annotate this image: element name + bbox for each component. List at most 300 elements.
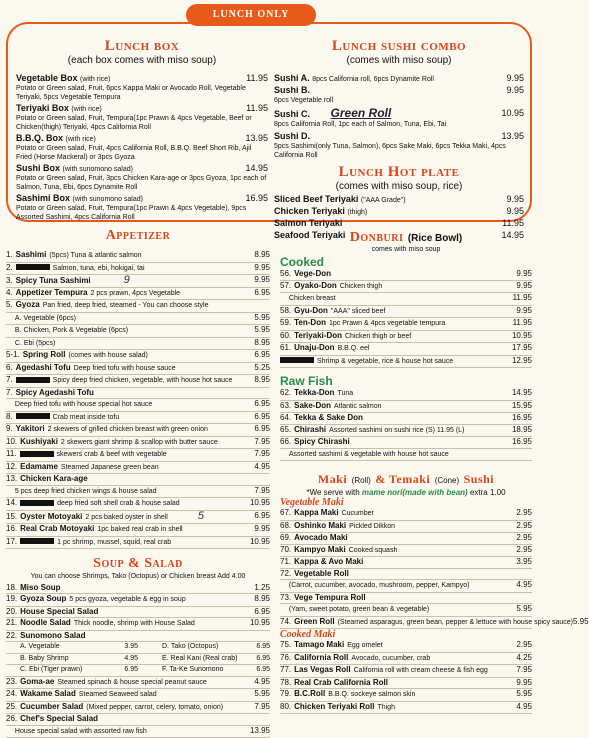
item-price: 10.95 (501, 108, 524, 121)
item-description: California roll with cream cheese & fish egg (354, 667, 488, 674)
item-description: Salmon, tuna, ebi, hokigai, tai (53, 265, 145, 272)
item-price: 8.95 (254, 338, 270, 350)
row-left (6, 250, 142, 262)
item-number: 11. (6, 449, 17, 458)
item-price: 6.95 (254, 399, 270, 411)
item-name: Sushi D. (274, 131, 310, 141)
item-number: 14. (6, 498, 17, 507)
row-left (6, 607, 101, 618)
item-name: California Roll (294, 653, 348, 662)
appetizer-item (6, 511, 270, 525)
item-name: Gyoza (16, 300, 40, 309)
item-price: 11.95 (246, 73, 268, 85)
item-description: Potato or Green salad, Fruit, Tempura(1pc Prawn & 4pcs Vegetable), 9pcs Assorted Sashimi, 4pcs California Roll (16, 205, 268, 222)
item-price: 2.95 (516, 533, 532, 544)
item-price: 7.95 (516, 665, 532, 677)
donburi-item (280, 269, 532, 281)
item-price: 12.95 (512, 356, 532, 368)
appetizer-item (6, 462, 270, 475)
item-number: 21. (6, 618, 17, 627)
item-description: B.B.Q. sockeye salmon skin (328, 691, 415, 698)
item-description: Avocado, cucumber, crab (351, 655, 430, 662)
item-name: Vege-Don (294, 269, 331, 278)
appetizer-item (6, 537, 270, 550)
item-price: 5.25 (254, 363, 270, 375)
soup-salad-item (6, 618, 270, 631)
item-name: Sushi B. (274, 85, 310, 95)
sunomono-price: 6.95 (256, 642, 270, 653)
vegetable-maki-item (280, 533, 532, 545)
item-number: 59. (280, 318, 291, 327)
item-number: 7. (6, 375, 13, 384)
vegetable-maki-item (280, 569, 532, 581)
maki-header (280, 470, 532, 488)
row-left (6, 714, 101, 725)
row-left (280, 678, 391, 689)
item-name: Kampyo Maki (294, 545, 346, 554)
item-name: Real Crab California Roll (294, 678, 388, 687)
item-note: 8pcs California roll, 6pcs Dynamite Roll (312, 76, 434, 83)
item-description: 2 skewers giant shrimp & scallop with butter sauce (61, 439, 218, 446)
item-name: Miso Soup (20, 583, 60, 592)
row-left (6, 677, 207, 689)
item-description: 1 pc shrimp, mussel, squid, real crab (57, 539, 171, 546)
sunomono-left (20, 642, 138, 653)
item-price: 3.95 (516, 557, 532, 568)
item-description: 1pc Prawn & 4pcs vegetable tempura (329, 320, 445, 327)
cooked-maki-item (280, 678, 532, 690)
donburi-raw-item (280, 425, 532, 438)
item-description: "AAA" sliced beef (331, 308, 385, 315)
item-price: 9.95 (254, 263, 270, 275)
item-name: Seafood Teriyaki (274, 230, 345, 240)
item-price: 15.95 (512, 401, 532, 413)
item-price: 9.95 (506, 206, 524, 218)
row-left (6, 338, 55, 350)
item-number: 23. (6, 677, 17, 686)
redacted-mark (16, 413, 50, 419)
row-left (280, 702, 395, 714)
item-description: 2 pcs prawn, 4pcs Vegetable (91, 290, 181, 297)
sunomono-price: 6.95 (124, 665, 138, 676)
item-name: Vegetable Box (16, 73, 78, 83)
item-price: 2.95 (516, 545, 532, 557)
item-price: 6.95 (254, 424, 270, 436)
item-name: Kappa & Avo Maki (294, 557, 363, 566)
item-name: Real Crab Motoyaki (20, 524, 94, 533)
item-number: 10. (6, 437, 17, 446)
sunomono-left (20, 665, 138, 676)
item-description: (Mixed pepper, carrot, celery, tomato, onion) (86, 704, 223, 711)
hot-plate-subtitle: (comes with miso soup, rice) (274, 181, 524, 192)
maki-title-c: & Temaki (375, 472, 430, 486)
item-name: Cucumber Salad (20, 702, 83, 711)
item-number: 62. (280, 388, 291, 397)
item-number: 69. (280, 533, 291, 542)
sunomono-list (6, 642, 270, 677)
item-description: deep fried soft shell crab & house salad (57, 500, 180, 507)
item-description: Steamed spinach & house special peanut sauce (57, 679, 206, 686)
soup-salad-note: You can choose Shrimps, Tako (Octopus) or Chicken breast Add 4.00 (6, 572, 270, 583)
item-price: 6.95 (254, 350, 270, 362)
item-number: 71. (280, 557, 291, 566)
item-description: Potato or Green salad, Fruit, 3pcs Chicken Kara-age or 3pcs Gyoza, 1pc each of Salmon, Tuna, Ebi, 6pcs Dynamite Roll (16, 175, 268, 192)
item-name: Gyu-Don (294, 306, 328, 315)
item-name: Sunomono Salad (20, 631, 85, 640)
item-price: 13.95 (250, 726, 270, 738)
item-name: Oshinko Maki (294, 521, 346, 530)
item-price: 18.95 (512, 425, 532, 437)
item-price: 8.95 (254, 594, 270, 606)
row-left (6, 511, 204, 524)
row-left (280, 557, 366, 568)
item-price: 16.95 (245, 193, 268, 205)
item-note: (with rice) (71, 106, 101, 113)
sushi-combo-item (274, 73, 524, 85)
item-description: 8pcs California Roll, 1pc each of Salmon, Tuna, Ebi, Tai (274, 121, 524, 130)
item-name-wrap (274, 73, 434, 85)
row-left (6, 583, 64, 594)
item-price: 13.95 (245, 133, 268, 145)
item-description: (5pcs) Tuna & atlantic salmon (49, 252, 141, 259)
cooked-maki-item (280, 665, 532, 678)
appetizer-item (6, 363, 270, 376)
row-left (280, 508, 374, 520)
item-price: 5.95 (573, 617, 589, 629)
item-number: 13. (6, 474, 17, 483)
redacted-mark (20, 500, 54, 506)
row-left (6, 462, 159, 474)
item-number: 18. (6, 583, 17, 592)
item-name-wrap (274, 131, 310, 143)
item-number: 76. (280, 653, 291, 662)
item-name: Tekka-Don (294, 388, 334, 397)
handwritten-price: 5 (198, 510, 204, 522)
item-number: 64. (280, 413, 291, 422)
item-note: (with sunomono salad) (73, 196, 143, 203)
sunomono-row (6, 654, 270, 666)
item-name: Sushi C. (274, 109, 310, 119)
item-number: 12. (6, 462, 17, 471)
item-name: Tamago Maki (294, 640, 344, 649)
row-left (6, 702, 223, 714)
maki-title-d: (Cone) (435, 476, 459, 485)
item-price: 4.95 (254, 462, 270, 474)
item-name: Chicken Teriyaki (274, 206, 345, 216)
item-number: 6. (6, 363, 13, 372)
appetizer-list (6, 250, 270, 549)
redacted-mark (16, 377, 50, 383)
item-price: 5.95 (254, 325, 270, 337)
hot-plate-title: Lunch Hot plate (274, 164, 524, 181)
item-description: skewers crab & beef with vegetable (57, 451, 167, 458)
item-name: Chicken Kara-age (20, 474, 88, 483)
item-number: 4. (6, 288, 13, 297)
item-note: (with rice) (66, 136, 96, 143)
appetizer-item (6, 350, 270, 363)
appetizer-item (6, 275, 270, 288)
cooked-maki-item (280, 689, 532, 702)
item-name: Edamame (20, 462, 58, 471)
soup-salad-item (6, 583, 270, 595)
item-number: 2. (6, 263, 13, 272)
salad-item (6, 726, 270, 738)
item-name: Yakitori (16, 424, 45, 433)
item-description: 5 pcs deep fried chicken wings & house salad (15, 488, 157, 495)
item-price: 8.95 (254, 375, 270, 387)
item-description: Deep fried tofu with house special hot sauce (15, 401, 152, 408)
donburi-raw-item (280, 449, 532, 462)
item-number: 56. (280, 269, 291, 278)
item-price: 5.95 (254, 313, 270, 325)
sunomono-name: B. Baby Shrimp (20, 654, 69, 665)
item-price: 9.95 (506, 194, 524, 206)
lunch-sushi-subtitle: (comes with miso soup) (274, 55, 524, 66)
item-price: 10.95 (250, 498, 270, 510)
item-number: 3. (6, 276, 13, 285)
item-description: 2 pcs baked oyster in shell (85, 514, 168, 521)
item-price: 17.95 (512, 343, 532, 355)
row-left (6, 618, 195, 630)
item-description: Cucumber (342, 510, 374, 517)
sunomono-name: A. Vegetable (20, 642, 60, 653)
item-description: Potato or Green salad, Fruit, 6pcs Kappa Maki or Avocado Roll, Vegetable Teriyaki, 5pcs Vegetable Tempura (16, 85, 268, 102)
lunch-box-item (16, 163, 268, 175)
item-price: 2.95 (516, 508, 532, 520)
vegetable-maki-item (280, 508, 532, 521)
row-left (280, 318, 445, 330)
donburi-raw-list (280, 388, 532, 461)
sushi-combo-item (274, 85, 524, 97)
item-number: 60. (280, 331, 291, 340)
item-name: Sake-Don (294, 401, 331, 410)
row-left (280, 533, 351, 544)
appetizer-item (6, 263, 270, 276)
item-number: 80. (280, 702, 291, 711)
redacted-mark (16, 264, 50, 270)
sunomono-right (162, 642, 270, 653)
item-number: 65. (280, 425, 291, 434)
item-price: 10.95 (250, 537, 270, 549)
appetizer-item (6, 300, 270, 313)
row-left (280, 580, 469, 592)
row-left (6, 313, 76, 325)
item-description: Atlantic salmon (334, 403, 381, 410)
item-description: Steamed Seaweed salad (79, 691, 157, 698)
sunomono-right (162, 654, 270, 665)
item-name: Oyster Motoyaki (20, 512, 82, 521)
maki-title-a: Maki (318, 472, 347, 486)
item-note: (with rice) (80, 76, 110, 83)
lunch-box-item (16, 73, 268, 85)
row-left (6, 726, 147, 738)
row-left (280, 343, 369, 355)
item-name: Chirashi (294, 425, 326, 434)
item-name-wrap (274, 108, 391, 121)
item-price: 14.95 (245, 163, 268, 175)
item-description: Assorted sashimi on sushi rice (S) 11.95 (L) (329, 427, 464, 434)
salad-list (6, 677, 270, 738)
sunomono-row (6, 642, 270, 654)
appetizer-title: Appetizer (6, 228, 270, 244)
item-name: Wakame Salad (20, 689, 76, 698)
item-number: 20. (6, 607, 17, 616)
sunomono-name: F. Ta-Ke Sunomono (162, 665, 223, 676)
item-description: Spicy deep fried chicken, vegetable, with house hot sauce (53, 377, 233, 384)
item-description: 1pc baked real crab in shell (97, 526, 182, 533)
item-price: 9.95 (516, 678, 532, 689)
item-price: 16.95 (512, 413, 532, 424)
item-number: 74. (280, 617, 291, 626)
appetizer-item (6, 325, 270, 338)
vegetable-maki-item (280, 580, 532, 593)
redacted-mark (20, 451, 54, 457)
cooked-maki-item (280, 702, 532, 715)
lunch-sushi-title: Lunch sushi combo (274, 38, 524, 55)
row-left (280, 293, 336, 305)
item-name: B.B.Q. Box (16, 133, 63, 143)
item-name: Noodle Salad (20, 618, 71, 627)
salad-item (6, 714, 270, 726)
row-left (280, 653, 430, 665)
donburi-subtitle: comes with miso soup (280, 246, 532, 253)
donburi-item (280, 318, 532, 331)
item-price: 7.95 (254, 449, 270, 461)
item-name: B.C.Roll (294, 689, 325, 698)
donburi-cooked-list (280, 269, 532, 368)
item-price: 9.95 (516, 306, 532, 318)
item-price: 9.95 (506, 73, 524, 85)
row-left (280, 269, 334, 280)
item-number: 24. (6, 689, 17, 698)
vegetable-maki-item (280, 521, 532, 534)
row-left (6, 474, 91, 485)
item-price: 2.95 (516, 640, 532, 652)
maki-title-e: Sushi (464, 472, 495, 486)
row-left (6, 412, 119, 424)
item-name: Spicy Agedashi Tofu (16, 388, 94, 397)
item-number: 67. (280, 508, 291, 517)
lunch-box-section (16, 38, 268, 223)
item-description: 2 skewers of grilled chicken breast with green onion (48, 426, 208, 433)
row-left (6, 388, 97, 399)
vegetable-maki-item (280, 557, 532, 569)
item-name-wrap (274, 194, 406, 206)
item-description: (comes with house salad) (68, 352, 147, 359)
item-number: 70. (280, 545, 291, 554)
item-price: 6.95 (254, 288, 270, 300)
item-price: 6.95 (254, 412, 270, 424)
item-name: Tekka & Sake Don (294, 413, 363, 422)
item-name: Goma-ae (20, 677, 54, 686)
raw-fish-label: Raw Fish (280, 374, 532, 388)
row-left (6, 300, 208, 312)
item-number: 8. (6, 412, 13, 421)
item-price: 4.95 (516, 702, 532, 714)
item-description: (Carrot, cucumber, avocado, mushroom, pepper, Kampyo) (289, 582, 470, 589)
appetizer-item (6, 399, 270, 412)
item-price: 5.95 (516, 604, 532, 616)
row-left (280, 281, 382, 293)
item-name: Teriyaki Box (16, 103, 69, 113)
donburi-item (280, 293, 532, 306)
item-price: 4.25 (516, 653, 532, 665)
item-name: Sliced Beef Teriyaki (274, 194, 358, 204)
donburi-item (280, 306, 532, 319)
item-description: Tuna (337, 390, 353, 397)
item-price: 10.95 (250, 618, 270, 630)
item-name: Green Roll (294, 617, 334, 626)
appetizer-section (6, 228, 270, 738)
row-left (280, 449, 449, 461)
item-price: 14.95 (501, 230, 524, 242)
item-name: Agedashi Tofu (16, 363, 71, 372)
appetizer-item (6, 412, 270, 425)
donburi-title-sub: (Rice Bowl) (408, 233, 462, 244)
cooked-maki-list (280, 640, 532, 714)
item-number: 79. (280, 689, 291, 698)
row-left (280, 356, 453, 368)
donburi-item (280, 356, 532, 369)
row-left (6, 437, 218, 449)
item-price: 14.95 (512, 388, 532, 400)
item-price: 6.95 (254, 511, 270, 524)
item-price: 11.95 (513, 293, 532, 305)
item-number: 9. (6, 424, 13, 433)
lunch-only-banner: LUNCH ONLY (186, 4, 316, 26)
item-name: Sashimi Box (16, 193, 70, 203)
appetizer-item (6, 498, 270, 511)
item-description: Thick noodle, shrimp with House Salad (74, 620, 195, 627)
appetizer-item (6, 250, 270, 263)
handwritten-note: Green Roll (331, 106, 392, 120)
redacted-mark (280, 357, 314, 363)
item-name: Appetizer Tempura (16, 288, 88, 297)
item-price: 7.95 (254, 486, 270, 498)
item-name: Spicy Tuna Sashimi (16, 276, 91, 285)
item-number: 15. (6, 512, 17, 521)
soup-salad-title: Soup & Salad (6, 556, 270, 572)
item-description: Pickled Dikkon (349, 523, 395, 530)
item-number: 17. (6, 537, 17, 546)
item-description: B.B.Q. eel (338, 345, 370, 352)
item-note: (thigh) (347, 209, 367, 216)
row-left (6, 594, 186, 606)
appetizer-item (6, 424, 270, 437)
row-left (280, 640, 383, 652)
row-left (280, 545, 397, 557)
donburi-title: Donburi (350, 230, 404, 245)
appetizer-item (6, 313, 270, 326)
maki-note-c: extra 1.00 (470, 488, 506, 497)
vegetable-maki-item (280, 593, 532, 605)
row-left (280, 593, 369, 604)
appetizer-item (6, 338, 270, 351)
row-left (280, 401, 382, 413)
item-price: 13.95 (501, 131, 524, 143)
row-left (280, 617, 573, 629)
item-name: Oyako-Don (294, 281, 337, 290)
item-number: 19. (6, 594, 17, 603)
item-price: 7.95 (254, 702, 270, 714)
item-description: Thigh (377, 704, 395, 711)
item-price: 11.95 (246, 103, 268, 115)
cooked-maki-item (280, 640, 532, 653)
donburi-item (280, 331, 532, 344)
item-number: 5-1. (6, 350, 20, 359)
maki-title-b: (Roll) (352, 476, 371, 485)
sunomono-name: E. Real Kani (Real crab) (162, 654, 237, 665)
